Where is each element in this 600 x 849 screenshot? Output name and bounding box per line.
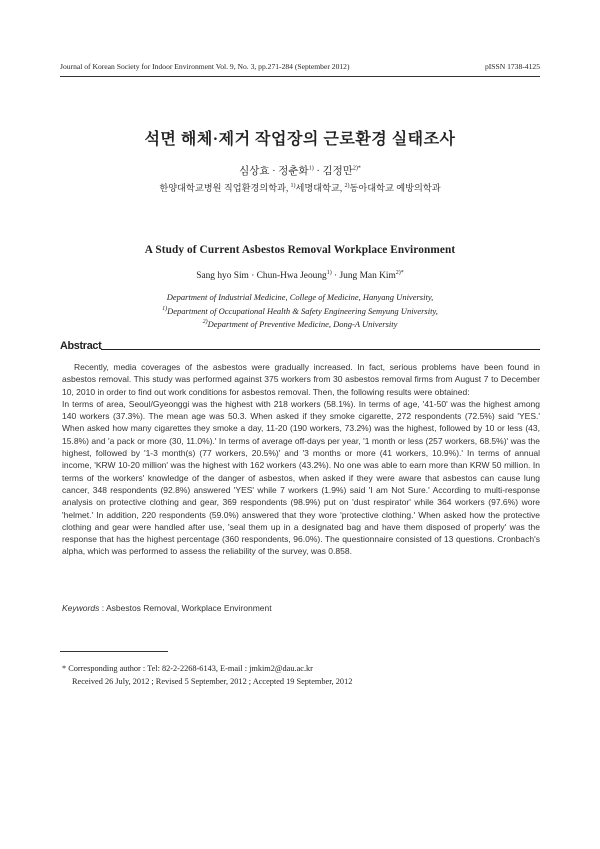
abstract-body: [62, 361, 540, 558]
affiliation: 한양대학교병원 직업환경의학과,: [159, 183, 291, 193]
affiliation-mark: 2)*: [395, 269, 404, 276]
affiliation-mark: 1): [162, 306, 168, 313]
english-title: A Study of Current Asbestos Removal Workplace Environment: [144, 244, 456, 256]
abstract-heading: Abstract: [60, 340, 102, 352]
author-name: 김정만: [322, 166, 353, 177]
affiliation: 동아대학교 예방의학과: [349, 183, 441, 193]
english-authors: [0, 271, 600, 281]
author-separator: ·: [313, 166, 323, 177]
affiliation-mark: 2)*: [352, 165, 361, 172]
author-names: 심상효 · 정춘화: [239, 166, 309, 177]
abstract-divider: [101, 349, 540, 350]
author-name: Jung Man Kim: [339, 271, 396, 281]
english-affiliation-line: Department of Industrial Medicine, College of Medicine, Hanyang University,: [166, 292, 434, 302]
abstract-paragraph: In terms of area, Seoul/Gyeonggi was the highest with 218 workers (58.1%). In terms of age, '41-50' was the highest among 140 workers (37.3%). The mean age was 50.3. When asked if they smoke cigarette, 272 respondents (72.5%) said 'YES.' When asked how many cigarettes they smoke a day, 11-20 (190 workers, 73.2%) was the highest, followed by 10 or less (43, 15.8%) and 'a pack or more (30, 11.0%).' In terms of average off-days per year, '1 month or less (257 workers, 68.5%)' was the highest, followed by '1-3 month(s) (77 workers, 20.5%)' and '3 months or more (41 workers, 10.9%).' In terms of annual income, 'KRW 10-20 million' was the highest with 162 workers (43.2%). No one was able to earn more than KRW 50 million. In terms of the workers' knowledge of the danger of asbestos, when asked if they were aware that asbestos can cause lung cancer, 348 respondents (92.8%) answered 'YES' while 7 workers (1.9%) said 'I am Not Sure.' According to multi-response analysis on protective clothing and gear, 369 respondents (98.9%) put on 'dust respirator' while 364 workers (97.6%) wore 'helmet.' In addition, 220 respondents (59.0%) answered that they wore 'protective clothing.' When asked how the protective clothing and gear were handled after use, 'seal them up in a designated bag and have them disposed of properly' was the response that has the highest percentage (360 respondents, 96.0%). The questionnaire consisted of 13 questions. Cronbach's alpha, which was performed to assess the reliability of the survey, was 0.858.: [62, 398, 540, 557]
issn: pISSN 1738-4125: [484, 62, 540, 71]
korean-authors: [0, 163, 600, 178]
keywords-label: Keywords: [62, 603, 100, 613]
footnote: [62, 662, 352, 688]
running-header: [60, 62, 540, 74]
affiliation: Department of Occupational Health & Safety Engineering Semyung University,: [167, 306, 438, 316]
keywords: [62, 603, 272, 613]
korean-affiliations: [0, 180, 600, 194]
journal-citation: Journal of Korean Society for Indoor Environment Vol. 9, No. 3, pp.271-284 (September 2012): [60, 62, 350, 71]
keywords-colon: :: [99, 603, 106, 613]
corresponding-author: * Corresponding author : Tel: 82-2-2268-6143, E-mail : jmkim2@dau.ac.kr: [62, 664, 313, 673]
affiliation-mark: 1): [308, 165, 314, 172]
affiliation: 세명대학교,: [295, 183, 345, 193]
affiliation-mark: 1): [326, 269, 332, 276]
keywords-value: Asbestos Removal, Workplace Environment: [105, 603, 272, 613]
affiliation-mark: 2): [202, 319, 208, 326]
footnote-divider: [60, 651, 168, 652]
affiliation-mark: 2): [344, 182, 350, 189]
english-affiliation-line: [0, 319, 600, 329]
received-dates: Received 26 July, 2012 ; Revised 5 September, 2012 ; Accepted 19 September, 2012: [72, 677, 353, 686]
korean-title: 석면 해체·제거 작업장의 근로환경 실태조사: [144, 131, 456, 148]
header-divider: [60, 76, 540, 77]
abstract-paragraph: Recently, media coverages of the asbestos were gradually increased. In fact, serious problems have been found in asbestos removal. This study was performed against 375 workers from 30 asbestos removal firms from August 7 to December 10, 2010 in order to find out work conditions for asbestos removal. Then, the following results were obtained:: [62, 362, 540, 397]
affiliation: Department of Preventive Medicine, Dong-A University: [207, 319, 398, 329]
english-affiliation-line: [0, 306, 600, 316]
affiliation-mark: 1): [290, 182, 296, 189]
author-names: Sang hyo Sim · Chun-Hwa Jeoung: [196, 271, 327, 281]
author-separator: ·: [331, 271, 340, 281]
